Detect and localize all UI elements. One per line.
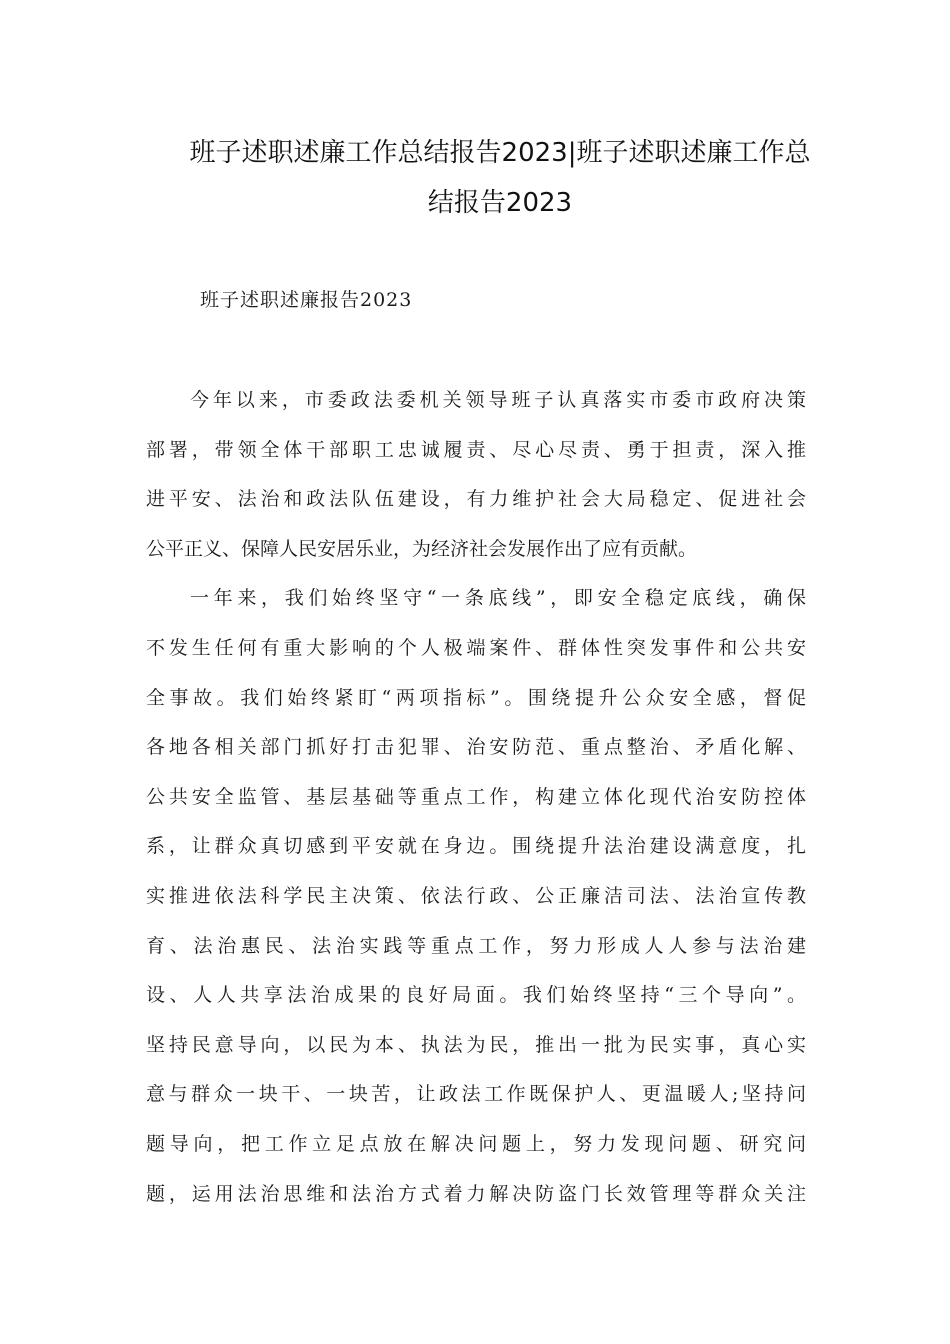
paragraph-2-line-2: 不发生任何有重大影响的个人极端案件、群体性突发事件和公共安 — [146, 636, 806, 659]
paragraph-2-line-6: 系，让群众真切感到平安就在身边。围绕提升法治建设满意度，扎 — [146, 835, 806, 858]
paragraph-2-line-11: 意与群众一块干、一块苦，让政法工作既保护人、更温暖人;坚持问 — [146, 1083, 806, 1106]
paragraph-2-line-7: 实推进依法科学民主决策、依法行政、公正廉洁司法、法治宣传教 — [146, 884, 806, 907]
document-subtitle: 班子述职述廉报告2023 — [200, 289, 413, 311]
paragraph-1-line-2: 部署，带领全体干部职工忠诚履责、尽心尽责、勇于担责，深入推 — [146, 438, 806, 461]
paragraph-2-line-12: 题导向，把工作立足点放在解决问题上，努力发现问题、研究问 — [146, 1132, 806, 1155]
paragraph-2-line-10: 坚持民意导向，以民为本、执法为民，推出一批为民实事，真心实 — [146, 1033, 806, 1056]
paragraph-2-line-13: 题，运用法治思维和法治方式着力解决防盗门长效管理等群众关注 — [146, 1182, 806, 1205]
paragraph-2-line-4: 各地各相关部门抓好打击犯罪、治安防范、重点整治、矛盾化解、 — [146, 736, 806, 759]
title-line-2: 结报告2023 — [427, 188, 573, 218]
paragraph-2-line-9: 设、人人共享法治成果的良好局面。我们始终坚持“三个导向”。 — [146, 984, 806, 1007]
paragraph-2-line-3: 全事故。我们始终紧盯“两项指标”。围绕提升公众安全感，督促 — [146, 686, 806, 709]
paragraph-2-line-5: 公共安全监管、基层基础等重点工作，构建立体化现代治安防控体 — [146, 785, 806, 808]
document-title — [146, 128, 854, 228]
document-body — [146, 376, 806, 1219]
paragraph-2-line-1: 一年来，我们始终坚守“一条底线”，即安全稳定底线，确保 — [190, 587, 806, 610]
title-line-1: 班子述职述廉工作总结报告2023|班子述职述廉工作总 — [189, 138, 811, 168]
paragraph-2-line-8: 育、法治惠民、法治实践等重点工作，努力形成人人参与法治建 — [146, 934, 806, 957]
paragraph-1-line-1: 今年以来，市委政法委机关领导班子认真落实市委市政府决策 — [190, 389, 806, 411]
paragraph-1-line-4: 公平正义、保障人民安居乐业，为经济社会发展作出了应有贡献。 — [146, 537, 698, 560]
paragraph-1-line-3: 进平安、法治和政法队伍建设，有力维护社会大局稳定、促进社会 — [146, 488, 806, 511]
